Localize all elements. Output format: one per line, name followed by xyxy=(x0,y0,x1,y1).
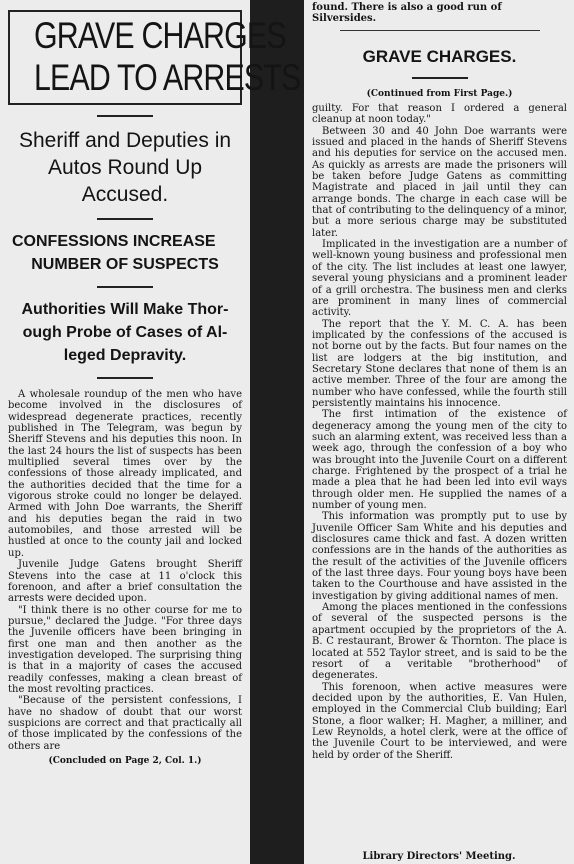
deck-3-line-1: Authorities Will Make Thor- xyxy=(21,301,229,318)
heading-divider xyxy=(412,77,468,79)
right-article-column xyxy=(304,0,574,864)
paragraph: "Because of the persistent confessions, I have no shadow of doubt that our worst suspicions are correct and that practically all of those implicated by the confessions of the others are xyxy=(8,695,242,752)
main-headline-line-1: GRAVE CHARGES xyxy=(33,15,286,56)
deck-divider-1 xyxy=(97,218,153,220)
deck-2-line-1: CONFESSIONS INCREASE xyxy=(12,233,216,250)
deck-3-line-3: leged Depravity. xyxy=(63,347,187,364)
headline-divider xyxy=(97,115,153,117)
previous-article-fragment-line-2: Silversides. xyxy=(312,13,377,24)
paragraph: This forenoon, when active measures were decided upon by the authorities, E. Van Hulen, employed in the Commercial Club building; Earl Stone, a floor walker; H. Magher, a milliner, and Lew Reynolds, a hotel clerk, were at the office of the Juvenile Court to be interviewed, and were held by order of the Sheriff. xyxy=(312,681,567,761)
deck-1-line-1: Sheriff and Deputies in xyxy=(18,129,232,152)
next-article-heading-fragment: Library Directors' Meeting. xyxy=(362,851,516,862)
deck-2-line-2: NUMBER OF SUSPECTS xyxy=(31,256,219,273)
deck-1-line-2: Autos Round Up xyxy=(47,156,203,179)
continued-article-heading: GRAVE CHARGES. xyxy=(362,47,517,66)
deck-1-line-3: Accused. xyxy=(81,183,169,206)
article-body-left xyxy=(8,389,242,752)
paragraph: A wholesale roundup of the men who have become involved in the disclosures of widespread degenerate practices, recently published in The Telegram, was begun by Sheriff Stevens and his deputies this noon. In the last 24 hours the list of suspects has been multiplied several times over by the confessions of those already implicated, and the authorities decided that the time for a vigorous stroke could no longer be delayed. Armed with John Doe warrants, the Sheriff and his deputies began the raid in two automobiles, and those arrested will be hustled at once to the county jail and locked up. xyxy=(8,389,242,559)
paragraph: Among the places mentioned in the confessions of several of the suspected persons is the apartment occupied by the proprietors of the A. B. C restaurant, Brower & Thornton. The place is located at 552 Taylor street, and is said to be the resort of a veritable "brotherhood" of degenerates. xyxy=(312,602,567,682)
article-body-right xyxy=(312,103,567,761)
deck-divider-3 xyxy=(97,377,153,379)
continued-note: (Continued from First Page.) xyxy=(366,89,513,99)
main-headline-box xyxy=(8,10,301,105)
article-separator xyxy=(340,30,540,31)
paragraph: This information was promptly put to use by Juvenile Officer Sam White and his deputies and disclosures came thick and fast. A dozen written confessions are in the hands of the authorities as the result of the activities of the Juvenile officers of the last three days. Four young boys have been taken to the Courthouse and have assisted in the investigation by giving additional names of men. xyxy=(312,511,567,602)
paragraph: Juvenile Judge Gatens brought Sheriff Stevens into the case at 11 o'clock this forenoon, and after a brief consultation the arrests were decided upon. xyxy=(8,559,242,605)
paragraph: Between 30 and 40 John Doe warrants were issued and placed in the hands of Sheriff Stevens and his deputies for service on the accused men. As quickly as arrests are made the prisoners will be taken before Judge Gatens as committing Magistrate and placed in jail until they can arrange bonds. The charge in each case will be that of contributing to the delinquency of a minor, but a more serious charge may be substituted later. xyxy=(312,125,567,239)
deck-3-line-2: ough Probe of Cases of Al- xyxy=(22,324,228,341)
paragraph: The first intimation of the existence of degeneracy among the young men of the city to such an alarming extent, was received less than a week ago, through the confession of a boy who was brought into the Juvenile Court on a different charge. Frightened by the prospect of a trial he made a plea that he had been led into evil ways through older men. He supplied the names of a number of young men. xyxy=(312,409,567,512)
previous-article-fragment-line-1: found. There is also a good run of xyxy=(312,2,502,13)
paragraph: guilty. For that reason I ordered a general cleanup at noon today." xyxy=(312,103,567,126)
paragraph: Implicated in the investigation are a number of well-known young business and professional men of the city. The list includes at least one lawyer, several young physicians and a prominent leader of a grill orchestra. The business men and clerks are prominent in many lines of commercial activity. xyxy=(312,239,567,319)
paragraph: The report that the Y. M. C. A. has been implicated by the confessions of the accused is not borne out by the facts. But four names on the list are lodgers at the big institution, and Secretary Stone declares that none of them is an active member. Three of the four are among the number who have confessed, while the fourth still persistently maintains his innocence. xyxy=(312,318,567,409)
deck-divider-2 xyxy=(97,286,153,288)
main-headline-line-2: LEAD TO ARRESTS xyxy=(33,57,301,98)
concluded-note: (Concluded on Page 2, Col. 1.) xyxy=(48,756,202,766)
paragraph: "I think there is no other course for me to pursue," declared the Judge. "For three days the Juvenile officers have been bringing in first one man and then another as the investigation developed. The surprising thing is that in a majority of cases the accused readily confesses, making a clean breast of the most revolting practices. xyxy=(8,604,242,695)
